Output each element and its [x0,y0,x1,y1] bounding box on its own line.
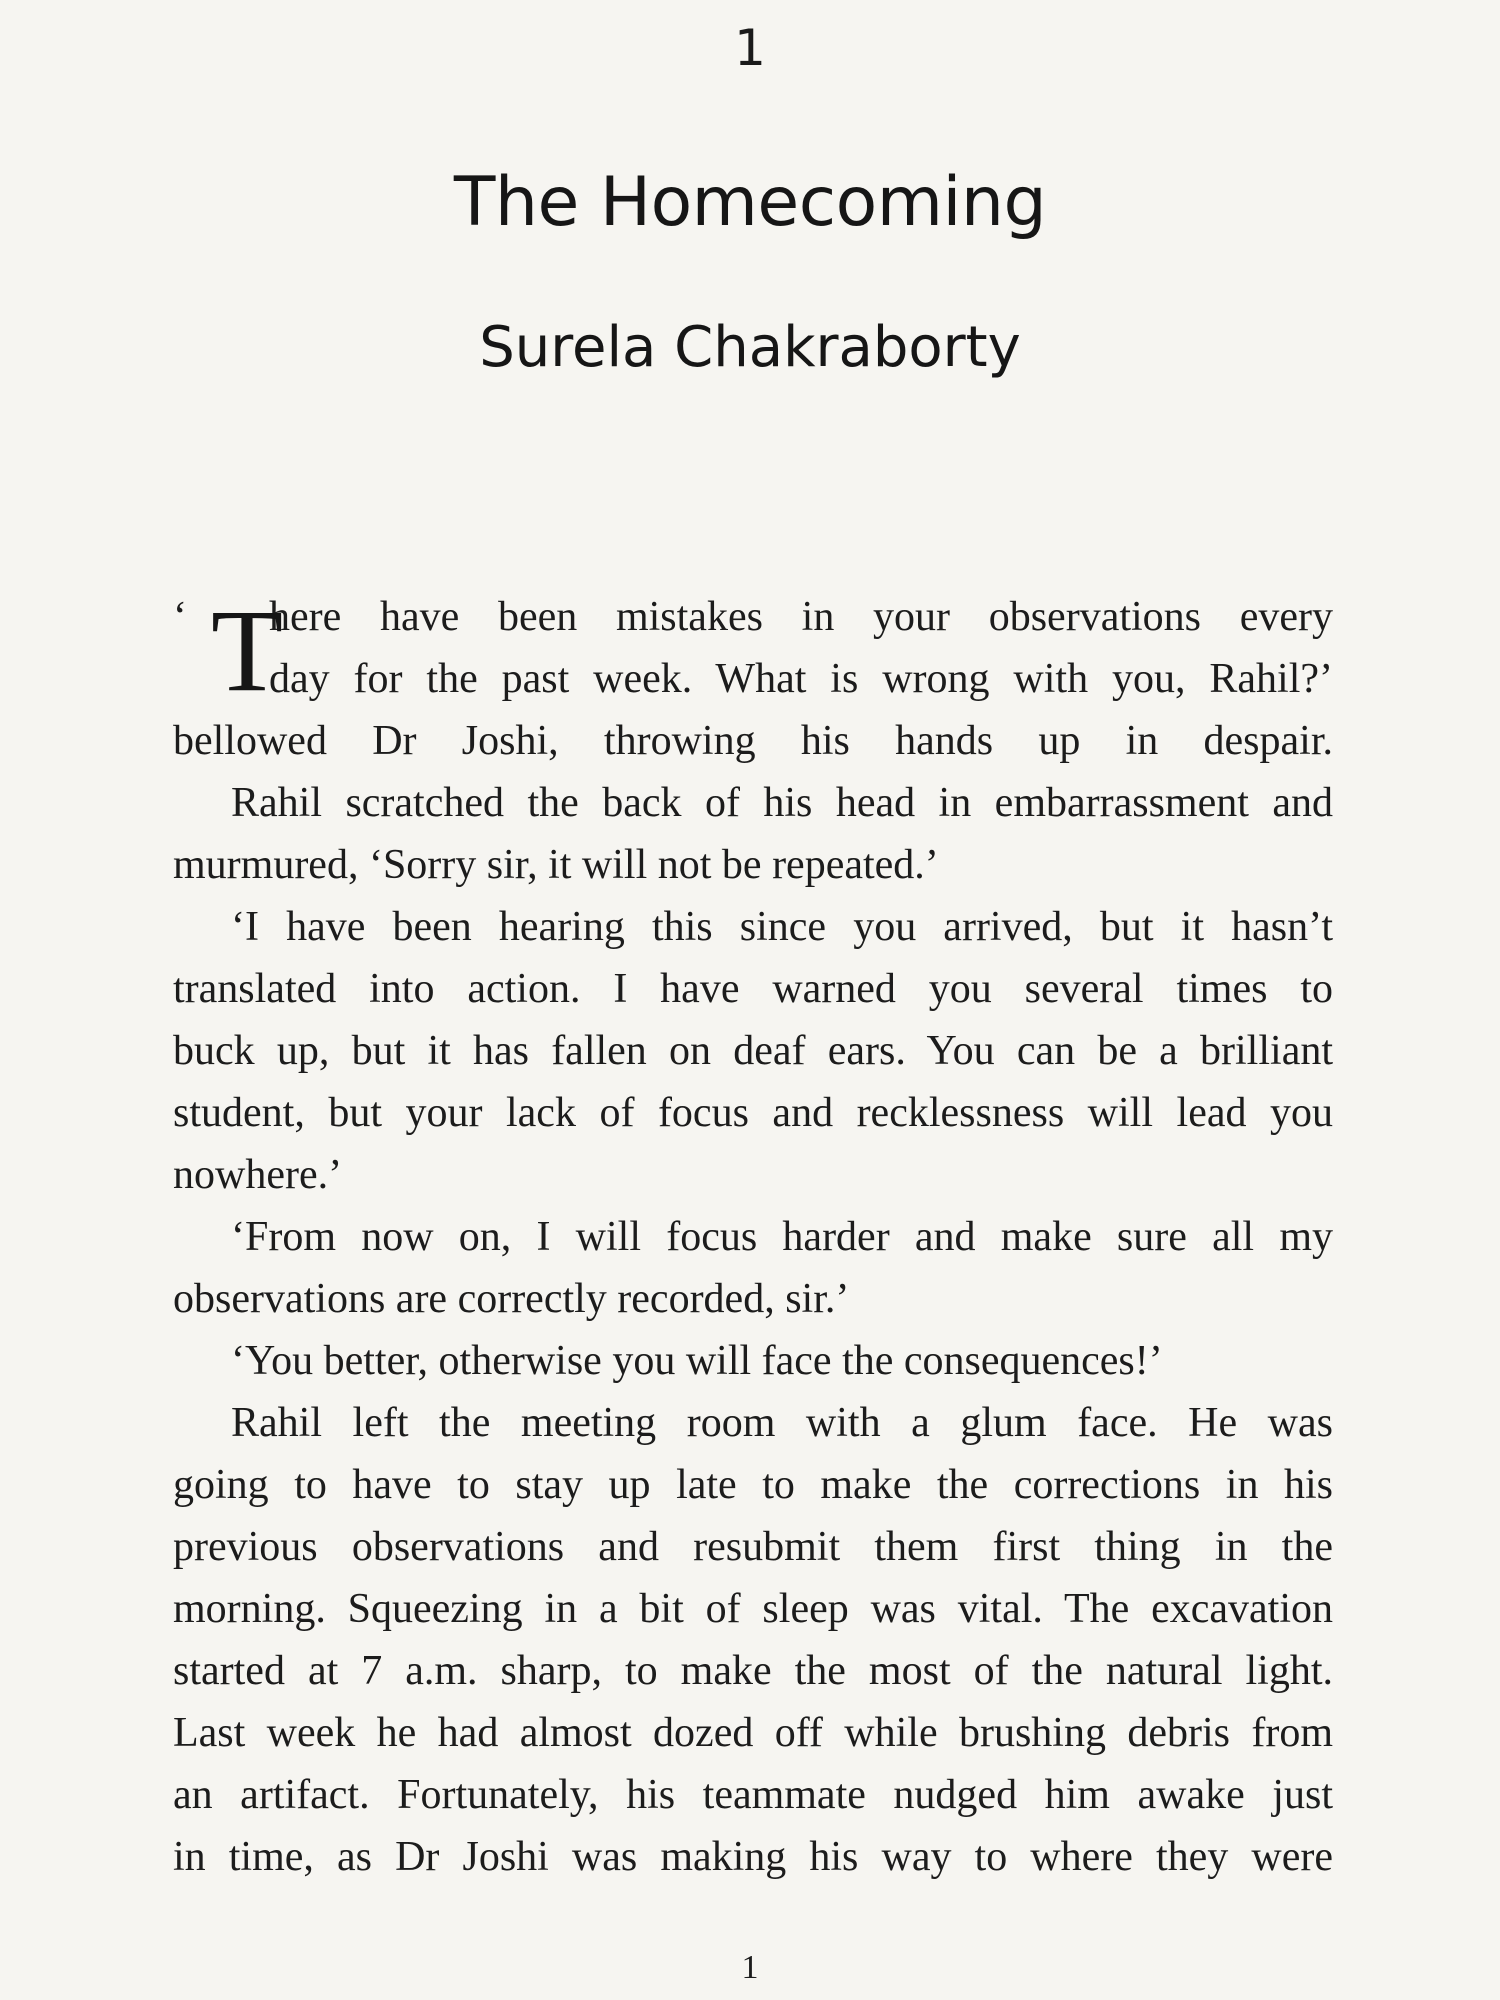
text-line: in time, as Dr Joshi was making his way to where they were [173,1834,1333,1880]
dropcap-letter: T [211,585,284,716]
text-line: ‘From now on, I will focus harder and make sure all my [231,1214,1333,1260]
text-line: Rahil scratched the back of his head in embarrassment and [231,780,1333,826]
chapter-body [173,586,1333,1888]
text-line: ‘You better, otherwise you will face the consequences!’ [231,1338,1163,1384]
text-line: Last week he had almost dozed off while brushing debris from [173,1710,1333,1756]
text-line: going to have to stay up late to make the corrections in his [173,1462,1333,1508]
text-line: bellowed Dr Joshi, throwing his hands up in despair. [173,718,1333,764]
text-line: morning. Squeezing in a bit of sleep was vital. The excavation [173,1586,1333,1632]
text-line: observations are correctly recorded, sir.’ [173,1276,850,1322]
text-line: ‘I have been hearing this since you arrived, but it hasn’t [231,904,1333,950]
text-line: buck up, but it has fallen on deaf ears. You can be a brilliant [173,1028,1333,1074]
chapter-title: The Homecoming [453,163,1047,242]
text-line: day for the past week. What is wrong with you, Rahil?’ [269,656,1333,702]
chapter-number: 1 [734,19,766,77]
text-line: murmured, ‘Sorry sir, it will not be repeated.’ [173,842,939,888]
text-line: started at 7 a.m. sharp, to make the most of the natural light. [173,1648,1333,1694]
dropcap-quote: ‘ [173,594,187,640]
text-line: an artifact. Fortunately, his teammate nudged him awake just [173,1772,1333,1818]
text-line: translated into action. I have warned you several times to [173,966,1333,1012]
chapter-author: Surela Chakraborty [479,315,1021,380]
text-line: previous observations and resubmit them first thing in the [173,1524,1333,1570]
text-line: Rahil left the meeting room with a glum face. He was [231,1400,1333,1446]
text-line: nowhere.’ [173,1152,343,1198]
text-line-content: here have been mistakes in your observations every [269,594,1333,640]
page-number: 1 [741,1949,759,1986]
text-line: student, but your lack of focus and recklessness will lead you [173,1090,1333,1136]
